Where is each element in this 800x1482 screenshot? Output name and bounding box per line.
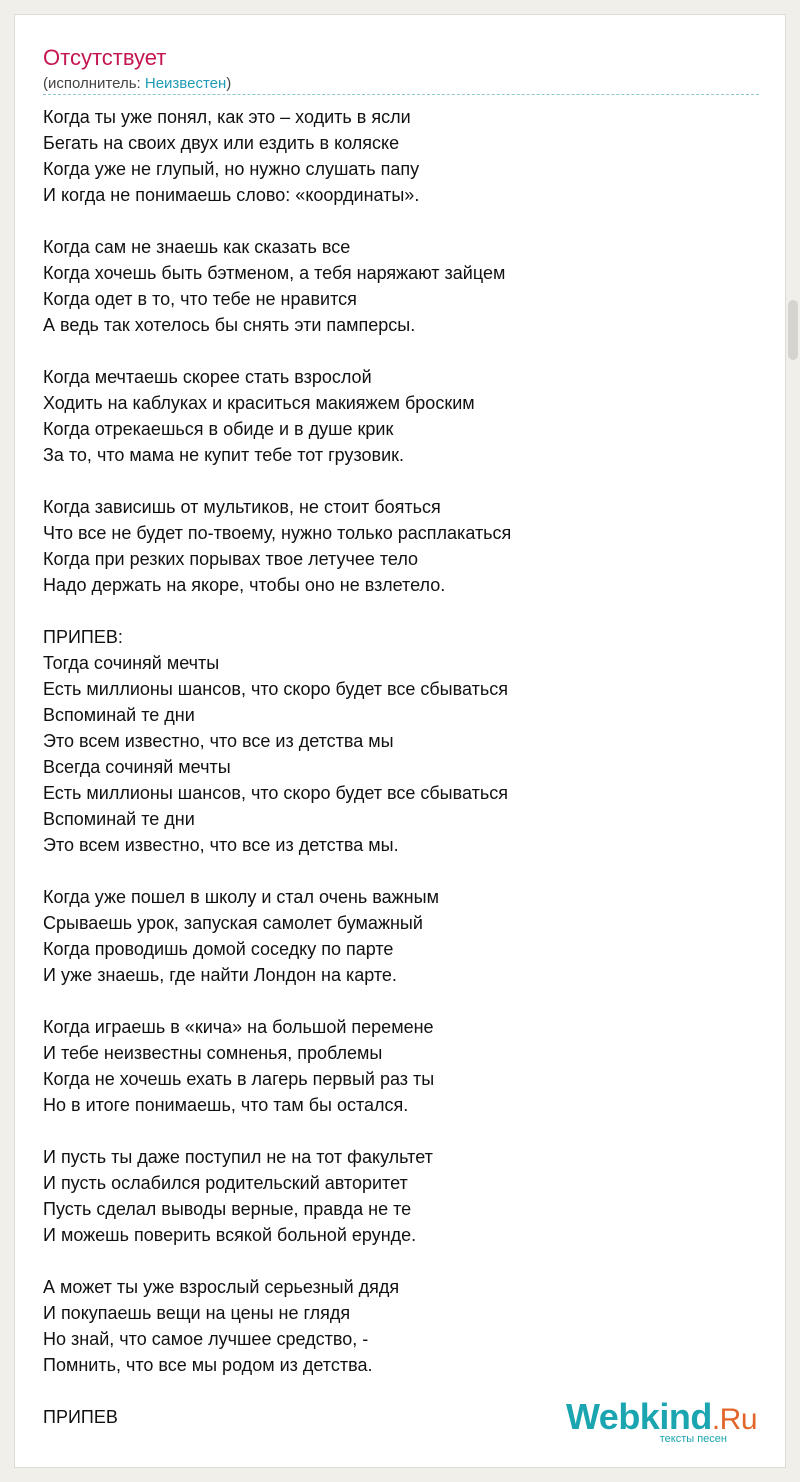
lyric-line: ПРИПЕВ: [43, 1407, 118, 1427]
lyric-line: Пусть сделал выводы верные, правда не те: [43, 1199, 412, 1219]
stanza-gap: [43, 988, 759, 1014]
artist-prefix: (исполнитель:: [43, 75, 145, 92]
lyric-line: И покупаешь вещи на цены не глядя: [43, 1303, 351, 1323]
lyric-line: Бегать на своих двух или ездить в коляске: [43, 133, 400, 153]
lyric-line: Когда играешь в «кича» на большой перемене: [43, 1017, 434, 1037]
lyric-line: И можешь поверить всякой больной ерунде.: [43, 1225, 417, 1245]
lyric-line: Когда отрекаешься в обиде и в душе крик: [43, 419, 394, 439]
stanza-gap: [43, 338, 759, 364]
lyric-line: Когда одет в то, что тебе не нравится: [43, 289, 357, 309]
lyric-line: ПРИПЕВ:: [43, 627, 123, 647]
lyric-line: Тогда сочиняй мечты: [43, 653, 220, 673]
lyric-line: Когда уже не глупый, но нужно слушать папу: [43, 159, 420, 179]
stanza-gap: [43, 598, 759, 624]
artist-line: [43, 74, 231, 94]
lyric-line: Надо держать на якоре, чтобы оно не взлетело.: [43, 575, 446, 595]
song-title: Отсутствует: [43, 45, 167, 70]
scrollbar-thumb[interactable]: [788, 300, 798, 360]
lyric-line: Это всем известно, что все из детства мы.: [43, 835, 399, 855]
lyrics-body: [43, 104, 759, 1430]
lyric-line: Есть миллионы шансов, что скоро будет все сбываться: [43, 679, 508, 699]
lyric-line: Срываешь урок, запуская самолет бумажный: [43, 913, 423, 933]
lyric-line: И пусть ты даже поступил не на тот факультет: [43, 1147, 433, 1167]
lyric-line: Когда сам не знаешь как сказать все: [43, 237, 351, 257]
stanza-gap: [43, 1118, 759, 1144]
lyric-line: Вспоминай те дни: [43, 809, 195, 829]
lyric-line: И когда не понимаешь слово: «координаты».: [43, 185, 420, 205]
lyric-line: Но в итоге понимаешь, что там бы остался.: [43, 1095, 409, 1115]
artist-link[interactable]: Неизвестен: [144, 75, 227, 92]
lyric-line: Когда уже пошел в школу и стал очень важным: [43, 887, 439, 907]
lyric-line: И пусть ослабился родительский авторитет: [43, 1173, 408, 1193]
logo-tld: .Ru: [711, 1403, 757, 1436]
site-watermark[interactable]: [566, 1398, 757, 1445]
stanza-gap: [43, 1248, 759, 1274]
lyrics-page: [14, 14, 786, 1468]
lyric-line: Когда не хочешь ехать в лагерь первый раз ты: [43, 1069, 435, 1089]
lyric-line: Это всем известно, что все из детства мы: [43, 731, 394, 751]
scrollbar[interactable]: [786, 0, 800, 1482]
stanza-gap: [43, 468, 759, 494]
lyric-line: Ходить на каблуках и краситься макияжем броским: [43, 393, 475, 413]
lyric-line: Помнить, что все мы родом из детства.: [43, 1355, 373, 1375]
logo-tagline: тексты песен: [659, 1433, 727, 1445]
lyric-line: Когда мечтаешь скорее стать взрослой: [43, 367, 372, 387]
stanza-gap: [43, 208, 759, 234]
lyric-line: Когда при резких порывах твое летучее тело: [43, 549, 419, 569]
artist-suffix: ): [226, 75, 232, 92]
logo-brand: Webkind: [565, 1396, 712, 1437]
lyric-line: А может ты уже взрослый серьезный дядя: [43, 1277, 400, 1297]
lyric-line: Когда зависишь от мультиков, не стоит бояться: [43, 497, 441, 517]
lyric-line: А ведь так хотелось бы снять эти памперсы.: [43, 315, 416, 335]
lyric-line: Есть миллионы шансов, что скоро будет все сбываться: [43, 783, 508, 803]
lyric-line: Всегда сочиняй мечты: [43, 757, 231, 777]
lyric-line: Когда ты уже понял, как это – ходить в ясли: [43, 107, 411, 127]
lyric-line: Вспоминай те дни: [43, 705, 195, 725]
lyric-line: И тебе неизвестны сомненья, проблемы: [43, 1043, 383, 1063]
lyric-line: Но знай, что самое лучшее средство, -: [43, 1329, 369, 1349]
title-divider: [43, 94, 759, 95]
lyric-line: Что все не будет по-твоему, нужно только расплакаться: [43, 523, 512, 543]
stanza-gap: [43, 858, 759, 884]
lyric-line: И уже знаешь, где найти Лондон на карте.: [43, 965, 397, 985]
lyric-line: Когда проводишь домой соседку по парте: [43, 939, 394, 959]
lyric-line: За то, что мама не купит тебе тот грузовик.: [43, 445, 405, 465]
lyric-line: Когда хочешь быть бэтменом, а тебя наряжают зайцем: [43, 263, 506, 283]
